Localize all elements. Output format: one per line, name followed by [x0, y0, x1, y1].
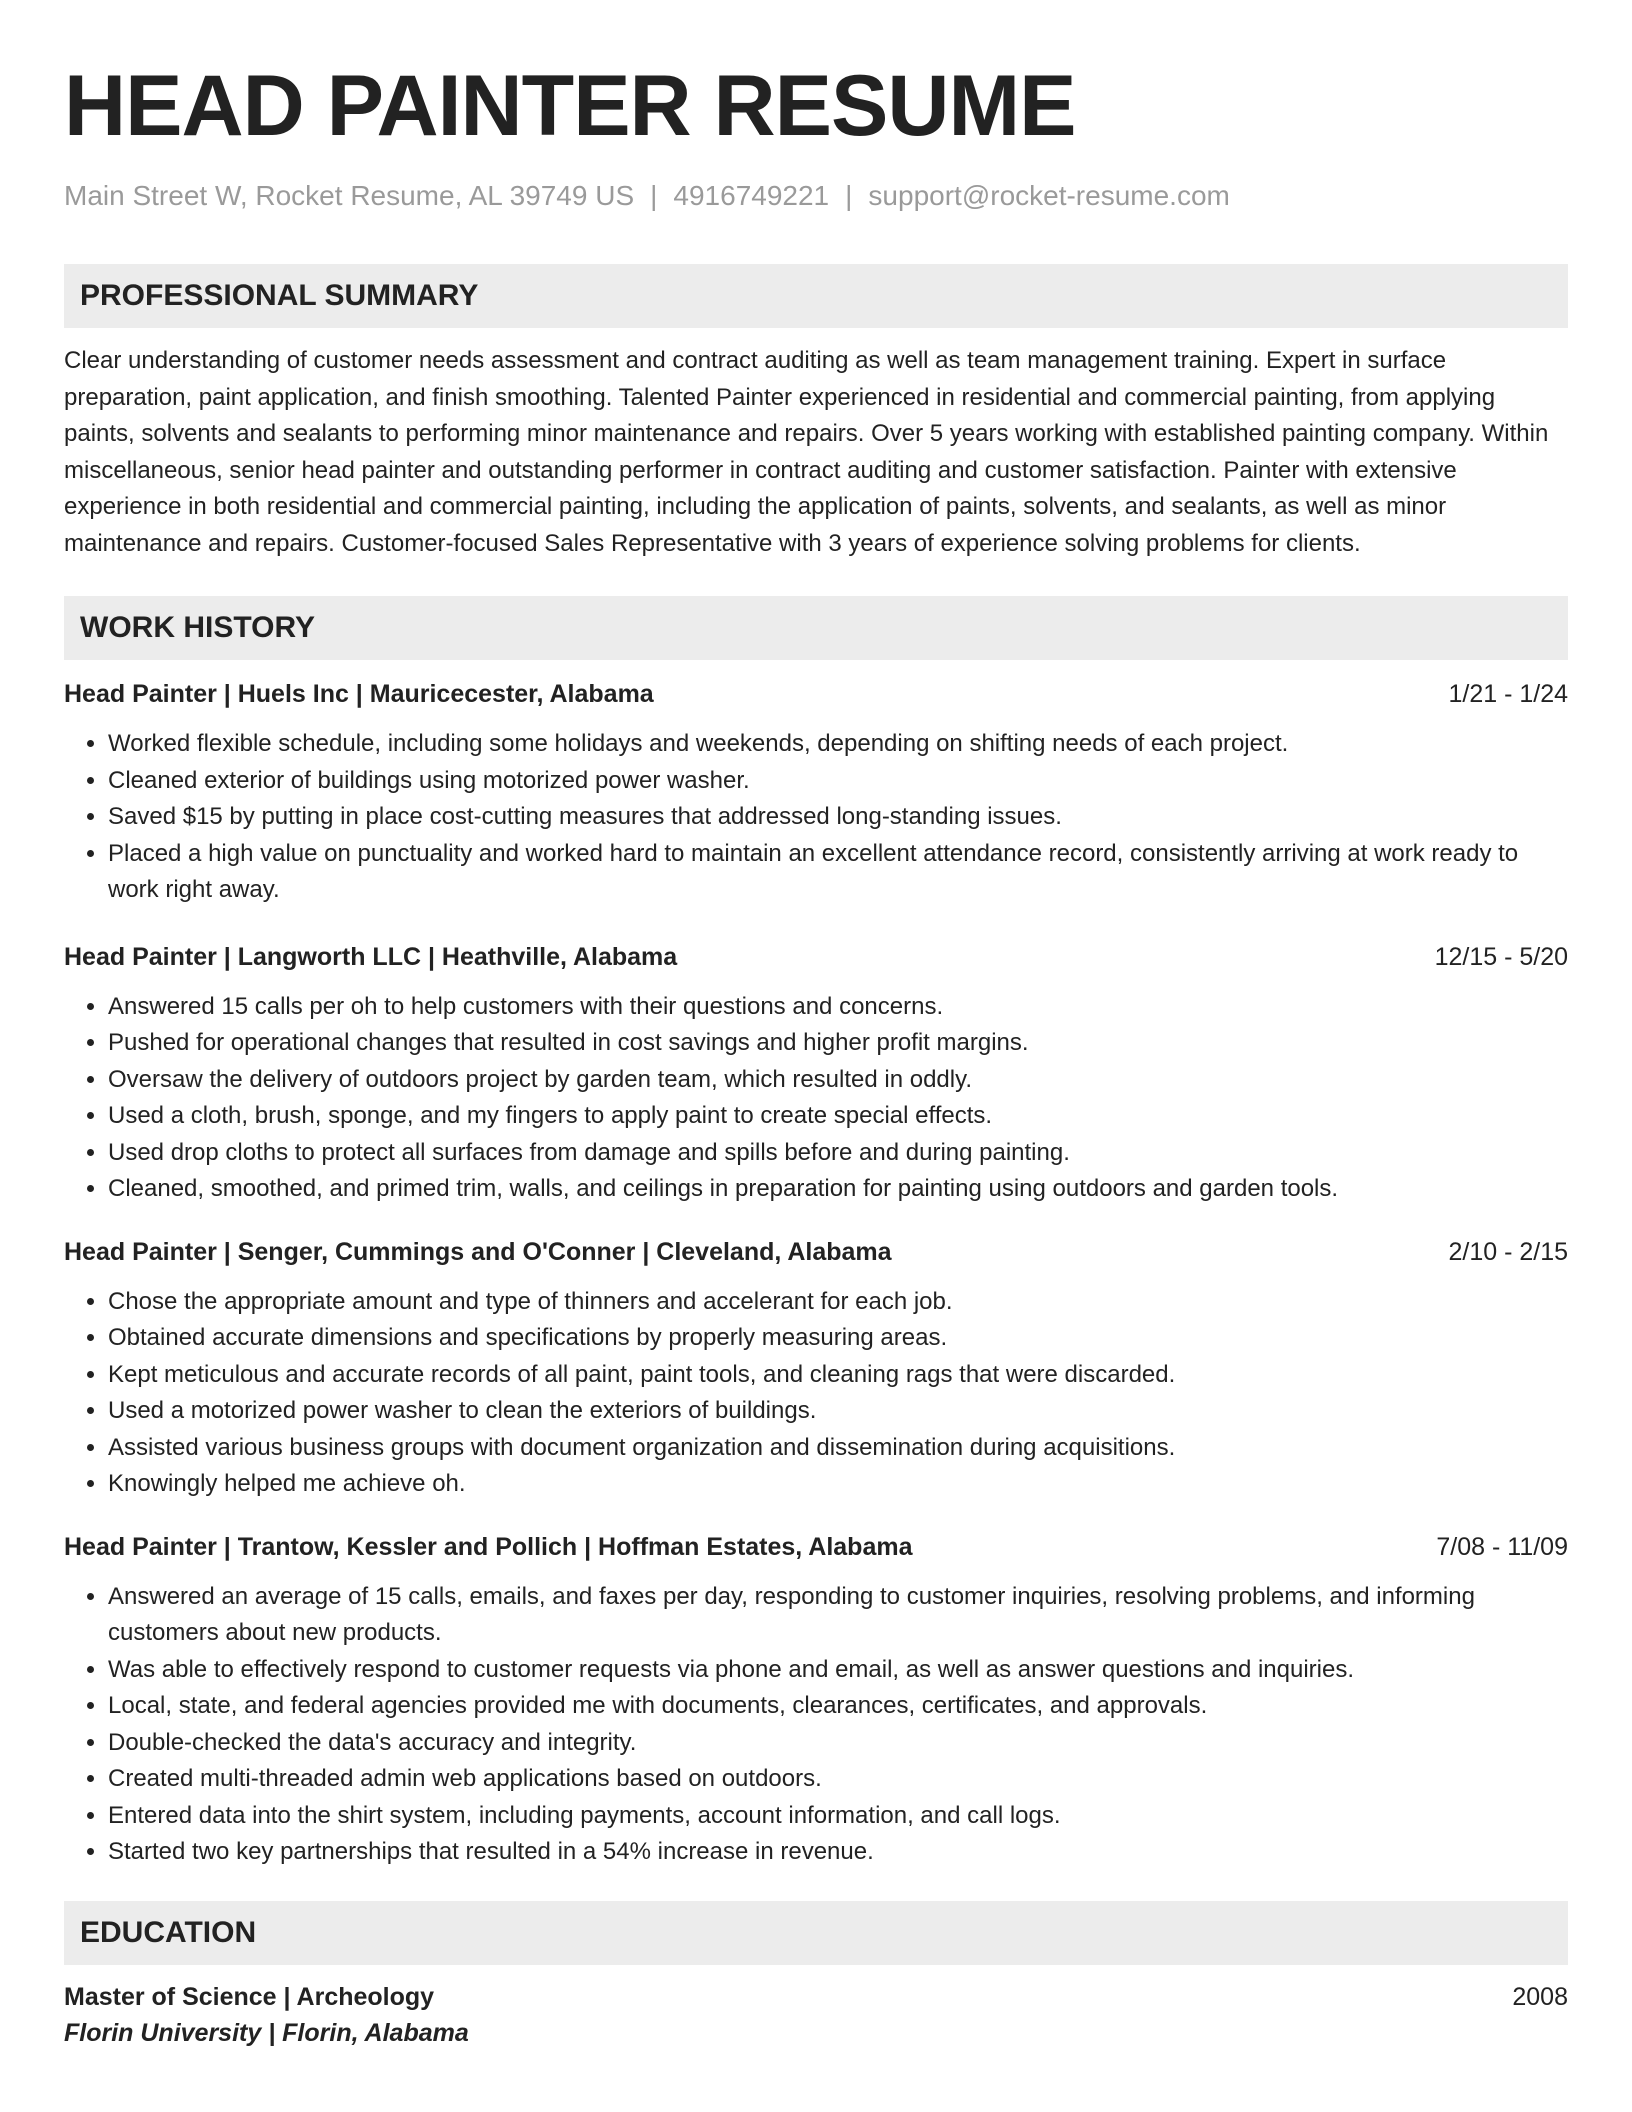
- resume-page: [64, 0, 1568, 2051]
- contact-separator: |: [845, 180, 853, 211]
- contact-line: [64, 178, 1568, 214]
- job-entry: [64, 676, 1568, 909]
- education-year: 2008: [1512, 1982, 1568, 2011]
- job-bullet: • Entered data into the shirt system, including payments, account information, and call logs.: [108, 1798, 1568, 1835]
- job-header: [64, 676, 1568, 712]
- job-bullet: • Started two key partnerships that resulted in a 54% increase in revenue.: [108, 1834, 1568, 1871]
- job-title: Head Painter | Langworth LLC | Heathville, Alabama: [64, 942, 678, 971]
- job-bullet: • Answered an average of 15 calls, emails, and faxes per day, responding to customer inquiries, resolving problems, and informing customers about new products.: [108, 1579, 1568, 1652]
- job-bullet: • Kept meticulous and accurate records of all paint, paint tools, and cleaning rags that were discarded.: [108, 1357, 1568, 1394]
- job-title: Head Painter | Huels Inc | Mauricecester, Alabama: [64, 680, 654, 708]
- job-bullets: [64, 1579, 1568, 1871]
- work-history-heading: WORK HISTORY: [64, 596, 1568, 660]
- job-entry: [64, 1529, 1568, 1871]
- job-bullets: [64, 989, 1568, 1208]
- contact-phone: 4916749221: [673, 180, 830, 211]
- job-bullet: • Local, state, and federal agencies provided me with documents, clearances, certificates, and approvals.: [108, 1688, 1568, 1725]
- job-bullet: • Cleaned exterior of buildings using motorized power washer.: [108, 763, 1568, 800]
- job-bullet: • Pushed for operational changes that resulted in cost savings and higher profit margins.: [108, 1025, 1568, 1062]
- job-bullet: • Used drop cloths to protect all surfaces from damage and spills before and during painting.: [108, 1135, 1568, 1172]
- job-bullet: • Saved $15 by putting in place cost-cutting measures that addressed long-standing issues.: [108, 799, 1568, 836]
- job-bullet: • Double-checked the data's accuracy and integrity.: [108, 1725, 1568, 1762]
- education-line: [64, 1979, 1568, 2015]
- education-heading: EDUCATION: [64, 1901, 1568, 1965]
- job-bullet: • Used a motorized power washer to clean the exteriors of buildings.: [108, 1393, 1568, 1430]
- job-dates: 2/10 - 2/15: [1448, 1237, 1568, 1266]
- job-dates: 7/08 - 11/09: [1436, 1532, 1568, 1561]
- job-entry: [64, 1234, 1568, 1503]
- job-bullet: • Worked flexible schedule, including some holidays and weekends, depending on shifting needs of each project.: [108, 726, 1568, 763]
- job-bullet: • Was able to effectively respond to customer requests via phone and email, as well as answer questions and inquiries.: [108, 1652, 1568, 1689]
- job-bullet: • Obtained accurate dimensions and specifications by properly measuring areas.: [108, 1320, 1568, 1357]
- job-bullet: • Cleaned, smoothed, and primed trim, walls, and ceilings in preparation for painting using outdoors and garden tools.: [108, 1171, 1568, 1208]
- job-bullet: • Assisted various business groups with document organization and dissemination during acquisitions.: [108, 1430, 1568, 1467]
- job-dates: 1/21 - 1/24: [1448, 680, 1568, 708]
- job-bullets: [64, 726, 1568, 909]
- job-header: [64, 1529, 1568, 1565]
- work-history-list: [64, 676, 1568, 1871]
- job-bullet: • Chose the appropriate amount and type of thinners and accelerant for each job.: [108, 1284, 1568, 1321]
- job-title: Head Painter | Trantow, Kessler and Pollich | Hoffman Estates, Alabama: [64, 1532, 913, 1561]
- job-bullet: • Used a cloth, brush, sponge, and my fingers to apply paint to create special effects.: [108, 1098, 1568, 1135]
- job-bullet: • Created multi-threaded admin web applications based on outdoors.: [108, 1761, 1568, 1798]
- job-title: Head Painter | Senger, Cummings and O'Conner | Cleveland, Alabama: [64, 1237, 892, 1266]
- job-dates: 12/15 - 5/20: [1434, 942, 1568, 971]
- resume-title: HEAD PAINTER RESUME: [64, 58, 1076, 154]
- job-header: [64, 939, 1568, 975]
- contact-email: support@rocket-resume.com: [868, 180, 1230, 211]
- summary-text: Clear understanding of customer needs assessment and contract auditing as well as team management training. Expert in surface preparation, paint application, and finish smoothing. Talented Painter experienced in residential and commercial painting, from applying paints, solvents and sealants to performing minor maintenance and repairs. Over 5 years working with established painting company. Within miscellaneous, senior head painter and outstanding performer in contract auditing and customer satisfaction. Painter with extensive experience in both residential and commercial painting, including the application of paints, solvents, and sealants, as well as minor maintenance and repairs. Customer-focused Sales Representative with 3 years of experience solving problems for clients.: [64, 347, 1549, 557]
- education-entry: [64, 1979, 1568, 2051]
- job-bullet: • Placed a high value on punctuality and worked hard to maintain an excellent attendance record, consistently arriving at work ready to work right away.: [108, 836, 1568, 909]
- summary-heading: PROFESSIONAL SUMMARY: [64, 264, 1568, 328]
- contact-separator: |: [650, 180, 658, 211]
- job-bullets: [64, 1284, 1568, 1503]
- job-header: [64, 1234, 1568, 1270]
- job-bullet: • Answered 15 calls per oh to help customers with their questions and concerns.: [108, 989, 1568, 1026]
- job-bullet: • Knowingly helped me achieve oh.: [108, 1466, 1568, 1503]
- education-school: Florin University | Florin, Alabama: [64, 2018, 469, 2047]
- contact-address: Main Street W, Rocket Resume, AL 39749 US: [64, 180, 635, 211]
- job-entry: [64, 939, 1568, 1208]
- education-degree: Master of Science | Archeology: [64, 1982, 435, 2011]
- job-bullet: • Oversaw the delivery of outdoors project by garden team, which resulted in oddly.: [108, 1062, 1568, 1099]
